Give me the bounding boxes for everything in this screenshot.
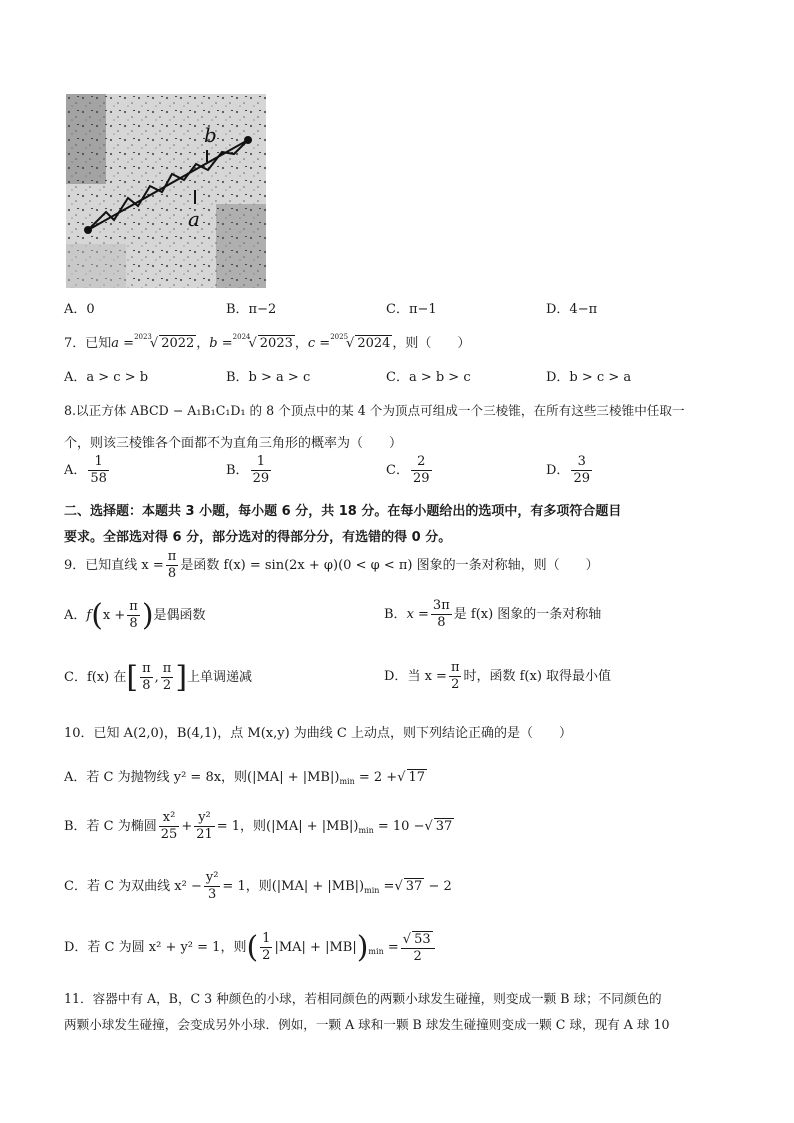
q9-b-label: B． [384, 607, 407, 622]
q9-c-pre: f(x) 在 [86, 670, 127, 685]
q7-b: b = [209, 336, 233, 351]
q10-d-mid: |MA| + |MB| [274, 940, 357, 955]
q9-c-num1: π [142, 661, 151, 676]
q7-prefix: 7．已知 [64, 336, 112, 351]
q7-option-c: C．a > b > c [386, 370, 471, 385]
q7-option-b: B．b > a > c [226, 370, 311, 385]
q10-d-val: = [387, 940, 399, 955]
q10-c-tail: − 2 [428, 879, 452, 894]
q10-c-val: = [383, 879, 395, 894]
q10-option-d: D．若 C 为圆 x² + y² = 1，则( $\frac{1}{2}$ $|MA| + |MB|)_{min}$ = $\frac{√ 53}{2}$ [64, 930, 437, 965]
q10-d-radicand: 53 [414, 931, 431, 947]
q8-option-b [226, 454, 273, 487]
q8-option-d [546, 454, 594, 487]
q10-d-pre: D．若 C 为圆 x² + y² = 1，则 [64, 940, 247, 955]
q9-a-label: A． [64, 608, 87, 623]
q8-option-b-label: B． [226, 463, 249, 478]
q9-option-b [384, 598, 601, 631]
q6-options [64, 298, 724, 320]
q8-option-d-label: D． [546, 463, 570, 478]
q10-a-radicand: 17 [408, 770, 426, 785]
q7-b-index: 2024 [232, 333, 251, 341]
q7-options [64, 366, 724, 388]
q6-option-b: B．π−2 [226, 302, 277, 317]
q9-stem [64, 549, 599, 582]
q10-b-den2: 21 [196, 827, 213, 842]
q10-d-den: 2 [262, 948, 271, 963]
q9-a-post: 是偶函数 [153, 608, 206, 623]
q11-line1: 11．容器中有 A，B，C 3 种颜色的小球，若相同颜色的两颗小球发生碰撞，则变成一颗 B 球；不同颜色的 [64, 991, 662, 1006]
q10-b-num2: y² [194, 810, 215, 827]
q9-d-num: π [450, 660, 460, 675]
q9-d-label: D． [384, 669, 408, 684]
q8-c-den: 29 [412, 471, 430, 486]
q10-option-b: B．若 C 为椭圆 $\frac{\text{x²}}{25}$ + $\frac{\text{y²}}{21}$ = 1，则$(|MA| + |MB|)_{min} = 10$ −√ 37 [64, 810, 453, 842]
q9-c-den1: 8 [142, 678, 151, 693]
q9-a-inner: x + [102, 608, 126, 623]
q10-b-sub: min [358, 826, 374, 835]
q9-b-den: 8 [437, 615, 446, 630]
q8-b-num: 1 [251, 454, 272, 471]
q8-c-num: 2 [411, 454, 432, 471]
q8-line1: 8.以正方体 ABCD − A₁B₁C₁D₁ 的 8 个顶点中的某 4 个为顶点可组成一个三棱锥，在所有这些三棱锥中任取一 [64, 403, 685, 418]
q10-c-num: y² [205, 870, 219, 885]
q7-a: a = [111, 336, 135, 351]
q8-options [64, 454, 724, 494]
q10-c-radicand: 37 [405, 879, 423, 894]
q8-option-a-label: A． [64, 463, 87, 478]
q10-d-rden: 2 [413, 948, 422, 964]
q9-b-num: 3π [432, 598, 450, 613]
q8-option-c-label: C． [386, 463, 409, 478]
q10-b-plus: + [181, 819, 193, 834]
q10-d-sub: min [368, 947, 384, 956]
q7-a-index: 2023 [134, 333, 152, 341]
q10-d-num: 1 [262, 931, 271, 946]
q10-b-den1: 25 [160, 827, 178, 842]
q9-stem-den: 8 [167, 566, 177, 581]
figure-label-a: a [188, 207, 200, 231]
q8-option-a [64, 454, 111, 487]
q10-b-mid: = 1，则(|MA| + |MB|) [216, 819, 359, 834]
q10-c-mid: = 1，则(|MA| + |MB|) [222, 879, 365, 894]
q7-a-radicand: 2022 [161, 336, 195, 351]
q10-c-sub: min [364, 886, 380, 895]
q10-a-sub: min [339, 777, 355, 786]
q10-c-pre: C．若 C 为双曲线 x² − [64, 879, 202, 894]
q9-a-den: 8 [129, 616, 138, 631]
q9-b-post: 是 f(x) 图象的一条对称轴 [453, 607, 602, 622]
q7-c: c = [307, 336, 331, 351]
q9-c-post: 上单调递减 [187, 670, 253, 685]
q10-a-text: A．若 C 为抛物线 y² = 8x，则(|MA| + |MB|) [64, 770, 340, 785]
q9-c-den2: 2 [162, 678, 172, 693]
q10-b-num1: x² [159, 810, 180, 827]
q9-d-pre: 当 x = [407, 669, 447, 684]
q10-option-c: C．若 C 为双曲线 x² − $\frac{\text{y²}}{3}$ = 1，则$(|MA| + |MB|)_{min}$ =√ 37 − 2 [64, 870, 452, 902]
q8-b-den: 29 [252, 471, 270, 486]
q9-b-pre: x = [406, 607, 429, 622]
question-figure-photo [66, 94, 266, 288]
q9-d-post: 时，函数 f(x) 取得最小值 [463, 669, 612, 684]
q9-stem-num: π [167, 549, 177, 564]
q6-option-d: D．4−π [546, 302, 598, 317]
q10-option-a: A．若 C 为抛物线 y² = 8x，则$(|MA| + |MB|)_{min} = 2$ +√ 17 [64, 770, 426, 786]
q10-b-radicand: 37 [435, 819, 453, 834]
q6-option-a: A．0 [64, 302, 95, 317]
q11-line2: 两颗小球发生碰撞，会变成另外小球．例如，一颗 A 球和一颗 B 球发生碰撞则变成一颗 C 球，现有 A 球 10 [64, 1017, 670, 1032]
q7-b-radicand: 2023 [259, 336, 293, 351]
q10-b-val: = 10 − [377, 819, 425, 834]
q8-a-den: 58 [90, 471, 107, 486]
q10-stem: 10．已知 A(2,0)，B(4,1)，点 M(x,y) 为曲线 C 上动点，则下列结论正确的是（ ） [64, 726, 572, 741]
q7-stem: 7．已知a =$^{2023}$√ 2022 ，b =$^{2024}$√ 2023 ，c =$^{2025}$√ 2024 ，则（ ） [64, 333, 471, 351]
q10-a-val: = 2 + [358, 770, 398, 785]
q7-c-radicand: 2024 [357, 336, 391, 351]
q9-c-num2: π [162, 661, 172, 676]
q9-option-d [384, 660, 611, 693]
q8-d-num: 3 [571, 454, 592, 471]
section2-line1: 二、选择题：本题共 3 小题，每小题 6 分，共 18 分。在每小题给出的选项中，有多项符合题目 [64, 504, 622, 519]
zigzag-figure [66, 94, 266, 288]
q9-d-den: 2 [451, 677, 460, 692]
q6-option-c: C．π−1 [386, 302, 437, 317]
q9-option-c: C．f(x) 在[ $\frac{\pi}{8}$ , $\frac{\pi}{2}$ ]上单调递减 [64, 660, 253, 695]
q9-c-label: C． [64, 670, 87, 685]
q7-suffix: ，则（ ） [392, 336, 471, 351]
figure-label-b: b [204, 123, 217, 147]
q7-option-a: A．a > c > b [64, 370, 149, 385]
q9-stem-a: 9．已知直线 x = [64, 558, 164, 573]
q8-option-c [386, 454, 434, 487]
q8-line2: 个，则该三棱锥各个面都不为直角三角形的概率为（ ） [64, 436, 403, 451]
q10-b-pre: B．若 C 为椭圆 [64, 819, 157, 834]
q9-stem-b: 是函数 f(x) = sin(2x + φ)(0 < φ < π) 图象的一条对称轴，则（ ） [180, 558, 599, 573]
q9-a-num: π [129, 599, 138, 614]
q7-c-index: 2025 [330, 333, 349, 341]
q8-d-den: 29 [573, 471, 590, 486]
q9-option-a: A．f(x + $\frac{\pi}{8}$ )是偶函数 [64, 598, 206, 633]
q7-option-d: D．b > c > a [546, 370, 632, 385]
section2-line2: 要求。全部选对得 6 分，部分选对的得部分分，有选错的得 0 分。 [64, 530, 452, 545]
q9-a-f: f [86, 608, 92, 623]
q10-c-den: 3 [208, 887, 217, 902]
q8-a-num: 1 [88, 454, 109, 471]
